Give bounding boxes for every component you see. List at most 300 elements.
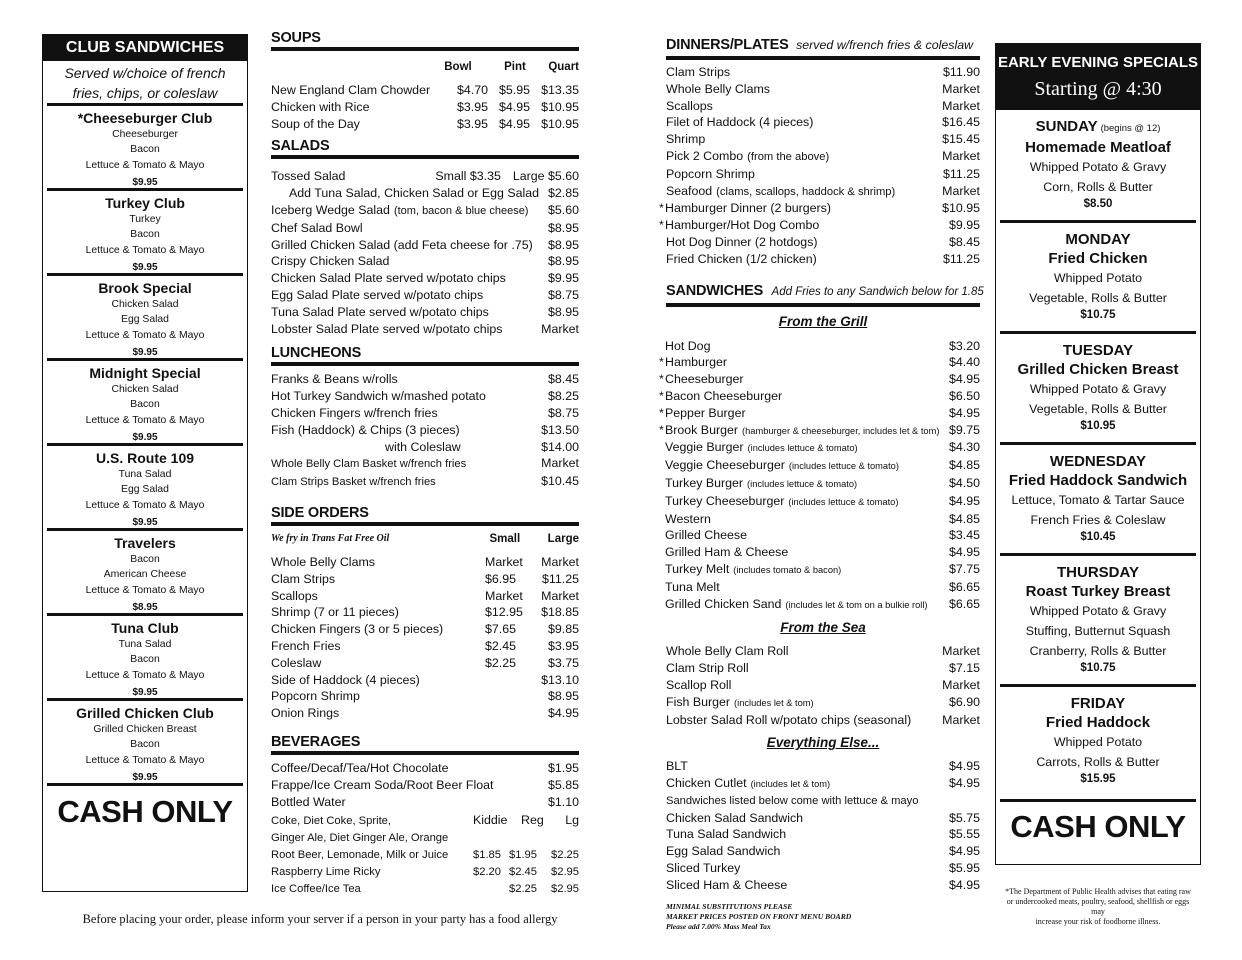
else-row	[666, 826, 980, 843]
item-name: Scallop Roll	[666, 677, 732, 692]
beverage-row	[271, 760, 579, 777]
beverages-title: BEVERAGES	[271, 733, 361, 750]
item-note: (includes lettuce & tomato)	[788, 496, 899, 507]
special-price: $15.95	[1080, 773, 1116, 785]
dinners-subtitle: served w/french fries & coleslaw	[796, 38, 974, 52]
club-item-line: Lettuce & Tomato & Mayo	[85, 159, 205, 171]
item-text	[666, 826, 949, 843]
sandwiches-heading	[666, 282, 984, 300]
item-text	[666, 493, 949, 511]
item-text	[666, 758, 949, 775]
item-name: Shrimp	[666, 132, 706, 147]
item-text	[659, 422, 949, 440]
side-row	[271, 672, 579, 689]
allergy-notice: Before placing your order, please inform your server if a person in your party has a food allergy	[82, 912, 558, 926]
sides-header	[271, 528, 579, 550]
item-text	[271, 304, 548, 321]
item-name: Brook Burger	[665, 422, 739, 437]
item-price: $4.30	[948, 440, 980, 455]
item-price: $11.25	[943, 251, 980, 266]
item-name: Turkey Cheeseburger	[665, 493, 785, 508]
special-day-name: FRIDAY	[1070, 695, 1126, 712]
special-day-name: WEDNESDAY	[1049, 453, 1147, 470]
special-line: Vegetable, Rolls & Butter	[1029, 402, 1167, 416]
item-text	[271, 474, 541, 491]
item-text	[666, 251, 943, 268]
club-item-line: Lettuce & Tomato & Mayo	[85, 754, 205, 766]
item-text	[666, 775, 949, 793]
item-name: Egg Salad Sandwich	[666, 844, 781, 859]
else-row	[666, 810, 980, 827]
special-dish: Roast Turkey Breast	[1025, 583, 1171, 600]
side-name: Shrimp (7 or 11 pieces)	[271, 605, 399, 620]
item-name: Clam Strips	[666, 65, 731, 79]
item-text	[666, 511, 949, 528]
soup-row	[271, 116, 579, 133]
sides-header-small: Small	[489, 532, 521, 545]
side-row	[271, 604, 579, 621]
grill-row	[659, 371, 980, 388]
item-name: Veggie Cheeseburger	[665, 458, 785, 473]
club-item-price: $9.95	[132, 432, 158, 444]
item-price: $3.45	[948, 528, 980, 543]
item-text	[666, 694, 949, 712]
side-price-large: $18.85	[541, 605, 579, 620]
item-name: with Coleslaw	[385, 439, 461, 454]
club-item-line: Cheeseburger	[112, 129, 178, 140]
soda-name: Ginger Ale, Diet Ginger Ale, Orange	[271, 832, 449, 845]
item-price: Market	[541, 321, 579, 336]
tossed-salad-name: Tossed Salad	[271, 169, 346, 184]
item-name: Franks & Beans w/rolls	[271, 372, 398, 387]
item-name: Bacon Cheeseburger	[665, 388, 783, 403]
item-name: Egg Salad Plate served w/potato chips	[271, 287, 484, 302]
beverages-divider	[271, 751, 579, 755]
dinner-row	[666, 98, 980, 115]
side-price-large: Market	[541, 588, 579, 603]
special-day	[996, 695, 1200, 713]
item-price: $8.95	[547, 237, 579, 252]
special-dish: Fried Chicken	[1048, 250, 1148, 267]
club-item-name: Brook Special	[98, 280, 192, 296]
item-name: Fish (Haddock) & Chips (3 pieces)	[271, 422, 460, 437]
soda-price-reg: $2.45	[509, 866, 537, 879]
footnote-meal-tax: Please add 7.00% Mass Meal Tax	[666, 921, 771, 931]
item-name: Turkey Burger	[665, 475, 744, 490]
soda-price-lg: $2.95	[551, 883, 579, 896]
special-line: Vegetable, Rolls & Butter	[1029, 291, 1167, 305]
side-name: Onion Rings	[271, 706, 340, 721]
item-text	[271, 220, 548, 237]
side-price-large: $9.85	[547, 622, 579, 637]
item-note: (includes lettuce & tomato)	[788, 461, 899, 472]
club-subtitle-line-2: fries, chips, or coleslaw	[72, 85, 218, 101]
item-name: Hamburger/Hot Dog Combo	[665, 218, 820, 233]
soups-header-bowl: Bowl	[444, 61, 472, 73]
item-name: Lobster Salad Roll w/potato chips (seasonal)	[666, 712, 912, 727]
side-row	[271, 588, 579, 605]
item-name: Cheeseburger	[665, 372, 744, 387]
grill-row	[666, 544, 980, 561]
item-price: $4.40	[948, 355, 980, 370]
specials-panel	[995, 43, 1201, 865]
item-price: $4.85	[948, 458, 980, 473]
item-price: $7.75	[948, 561, 980, 576]
grill-row	[666, 511, 980, 528]
soups-list	[271, 82, 579, 132]
dinner-row	[666, 251, 980, 268]
grill-row	[666, 457, 980, 475]
item-name: Western	[665, 511, 711, 526]
tossed-salad-row	[271, 168, 579, 185]
side-name: Whole Belly Clams	[271, 554, 375, 569]
side-price-small: Market	[485, 554, 523, 569]
item-price: $4.95	[948, 877, 980, 892]
specials-list	[996, 110, 1200, 795]
luncheon-row	[271, 405, 579, 422]
item-price: Market	[942, 677, 980, 692]
item-price: $8.95	[547, 304, 579, 319]
luncheon-row	[271, 473, 579, 491]
side-row	[271, 554, 579, 571]
item-name: Turkey Melt	[665, 561, 730, 576]
special-monday	[996, 223, 1200, 331]
grill-subtitle: From the Grill	[778, 313, 868, 329]
specials-header	[996, 44, 1200, 110]
item-text	[666, 114, 942, 131]
soda-header-reg: Reg	[521, 813, 544, 828]
item-name: Fish Burger	[666, 694, 731, 709]
side-row	[271, 638, 579, 655]
item-price: $8.45	[547, 372, 579, 387]
dinner-row	[659, 200, 980, 217]
club-item-name: Midnight Special	[89, 365, 201, 381]
item-text	[271, 237, 548, 254]
sea-row	[666, 694, 980, 712]
side-price-large: $8.95	[547, 689, 579, 704]
salads-divider	[271, 155, 579, 159]
sea-row	[666, 660, 980, 677]
item-text	[666, 643, 942, 660]
soup-price-pint: $5.95	[499, 83, 531, 97]
luncheons-divider	[271, 362, 579, 366]
special-price: $10.75	[1080, 662, 1116, 674]
item-text	[271, 777, 548, 794]
side-row	[271, 688, 579, 705]
side-name: Popcorn Shrimp	[271, 689, 360, 704]
item-price: Market	[942, 148, 980, 163]
side-name: Clam Strips	[271, 571, 336, 586]
item-note: (hamburger & cheeseburger, includes let & tom)	[742, 425, 940, 436]
club-subtitle-line-1: Served w/choice of french	[64, 65, 226, 81]
item-text	[666, 810, 949, 827]
soda-price-kiddie: $2.20	[473, 866, 501, 879]
club-item-line: Egg Salad	[121, 484, 169, 496]
side-name: Side of Haddock (4 pieces)	[271, 672, 420, 687]
club-item-name: Travelers	[114, 535, 176, 551]
sides-title: SIDE ORDERS	[271, 504, 369, 521]
salad-row	[271, 270, 579, 287]
soup-price-bowl: $3.95	[457, 116, 489, 131]
club-item-price: $9.95	[132, 687, 158, 699]
sandwiches-subtitle: Add Fries to any Sandwich below for 1.85	[771, 285, 984, 298]
sea-row	[666, 643, 980, 660]
club-item-line: Chicken Salad	[111, 299, 179, 310]
item-name: Tuna Salad Sandwich	[666, 827, 787, 842]
special-line: Cranberry, Rolls & Butter	[1029, 644, 1167, 658]
club-item	[43, 106, 247, 188]
side-price-large: Market	[541, 554, 579, 569]
salad-row	[271, 287, 579, 304]
soups-title: SOUPS	[271, 30, 321, 46]
side-price-large: $11.25	[542, 571, 579, 586]
luncheon-row	[271, 455, 579, 473]
else-subtitle: Everything Else...	[766, 735, 880, 751]
soups-header	[271, 57, 579, 77]
item-note: (clams, scallops, haddock & shrimp)	[716, 185, 896, 198]
item-name: Iceberg Wedge Salad	[271, 202, 390, 217]
side-price-small: $2.45	[485, 638, 517, 653]
soda-price-lg: $2.95	[551, 866, 579, 879]
soda-header-kiddie: Kiddie	[473, 813, 508, 828]
soda-name: Raspberry Lime Ricky	[271, 866, 381, 879]
health-notice-line-1: *The Department of Public Health advises that eating raw	[1005, 887, 1191, 896]
item-price: $8.75	[547, 405, 579, 420]
item-name: Veggie Burger	[665, 440, 744, 455]
item-star: *	[659, 422, 664, 437]
club-item-line: Lettuce & Tomato & Mayo	[85, 414, 205, 426]
item-name: Chef Salad Bowl	[271, 220, 363, 235]
item-text	[659, 388, 949, 405]
item-name: Chicken Salad Sandwich	[666, 810, 804, 825]
grill-row	[666, 527, 980, 544]
item-name: Grilled Ham & Cheese	[665, 545, 789, 560]
club-item	[43, 701, 247, 783]
item-price: $13.50	[541, 422, 579, 437]
item-text	[666, 712, 942, 729]
special-dish: Fried Haddock	[1045, 714, 1151, 731]
club-item-line: Turkey	[129, 214, 161, 225]
item-name: Seafood	[666, 183, 713, 198]
item-text	[271, 422, 541, 439]
item-name: Sliced Ham & Cheese	[666, 877, 788, 892]
item-text	[666, 439, 949, 457]
soup-price-bowl: $4.70	[457, 83, 489, 97]
item-note: (includes lettuce & tomato)	[747, 478, 858, 489]
soups-header-pint: Pint	[504, 61, 526, 73]
club-title: CLUB SANDWICHES	[43, 35, 247, 61]
soda-price-reg: $2.25	[509, 883, 537, 896]
soup-row	[271, 99, 579, 116]
item-name: Grilled Chicken Sand	[665, 596, 782, 611]
club-item-line: Lettuce & Tomato & Mayo	[85, 329, 205, 341]
soda-header-lg: Lg	[565, 813, 579, 828]
soda-row	[271, 847, 579, 864]
item-star: *	[659, 218, 664, 233]
special-day	[996, 564, 1200, 582]
item-price: $10.45	[541, 474, 579, 489]
item-price: $10.95	[942, 201, 980, 216]
club-item-name: *Cheeseburger Club	[77, 110, 213, 126]
soda-price-reg: $1.95	[509, 849, 537, 862]
club-item	[43, 276, 247, 358]
item-star: *	[659, 372, 664, 387]
special-dish: Fried Haddock Sandwich	[1008, 472, 1188, 489]
item-name: Coffee/Decaf/Tea/Hot Chocolate	[271, 760, 449, 775]
sea-subtitle: From the Sea	[780, 620, 866, 636]
item-text	[666, 660, 949, 677]
club-item-price: $9.95	[132, 177, 158, 189]
item-name: Hamburger	[665, 355, 727, 370]
item-price: $7.15	[948, 661, 980, 676]
grill-row	[666, 475, 980, 493]
luncheon-row	[271, 388, 579, 405]
soup-price-pint: $4.95	[499, 116, 531, 131]
special-line: Stuffing, Butternut Squash	[1025, 624, 1171, 638]
item-price: $8.75	[547, 287, 579, 302]
item-price: Market	[942, 712, 980, 727]
item-price: Market	[942, 644, 980, 659]
else-row	[666, 843, 980, 860]
item-price: Market	[942, 81, 980, 96]
soda-name: Ice Coffee/Ice Tea	[271, 883, 361, 896]
item-name: Crispy Chicken Salad	[271, 254, 390, 269]
item-text	[659, 354, 949, 371]
soup-name: New England Clam Chowder	[271, 83, 431, 97]
soda-name: Coke, Diet Coke, Sprite,	[271, 815, 392, 828]
grill-list	[659, 338, 980, 614]
item-note: (includes lettuce & tomato)	[747, 443, 858, 454]
item-name: Pepper Burger	[665, 405, 746, 420]
soup-name: Soup of the Day	[271, 116, 360, 131]
soda-row	[271, 864, 579, 881]
special-price: $10.75	[1080, 309, 1116, 321]
special-day	[996, 231, 1200, 249]
soda-name: Root Beer, Lemonade, Milk or Juice	[271, 849, 449, 862]
item-text	[666, 579, 949, 596]
dinner-row	[666, 148, 980, 166]
dinner-row	[666, 81, 980, 98]
club-item	[43, 446, 247, 528]
side-name: Chicken Fingers (3 or 5 pieces)	[271, 622, 444, 637]
club-item-line: Egg Salad	[121, 314, 169, 326]
club-item-name: Grilled Chicken Club	[76, 705, 214, 721]
item-price: $4.95	[948, 759, 980, 774]
item-note: (includes let & tom)	[750, 779, 831, 790]
grill-row	[666, 596, 980, 614]
special-thursday	[996, 556, 1200, 684]
special-line: Whipped Potato & Gravy	[1029, 382, 1167, 396]
beverages-list	[271, 760, 579, 810]
dinners-divider	[666, 56, 980, 60]
else-row	[666, 860, 980, 877]
item-text	[666, 64, 943, 81]
item-price: $4.95	[948, 372, 980, 387]
dinners-list	[659, 64, 980, 268]
dinners-title: DINNERS/PLATES	[666, 37, 789, 53]
special-line: Whipped Potato	[1053, 735, 1143, 749]
item-text	[271, 371, 548, 388]
item-name: BLT	[666, 759, 688, 774]
side-price-large: $3.75	[547, 655, 579, 670]
item-price: $4.50	[948, 475, 980, 490]
item-price: Market	[541, 456, 579, 471]
special-line: Whipped Potato & Gravy	[1029, 604, 1167, 618]
special-day-note: (begins @ 12)	[1100, 123, 1161, 134]
item-text	[666, 148, 942, 166]
item-note: (includes let & tom on a bulkie roll)	[785, 599, 928, 610]
item-price: Market	[942, 98, 980, 113]
item-text	[666, 457, 949, 475]
item-text	[659, 371, 949, 388]
special-day	[996, 453, 1200, 471]
item-text	[666, 561, 949, 579]
side-row	[271, 655, 579, 672]
side-price-small: $7.65	[485, 622, 517, 637]
item-price: $5.85	[547, 777, 579, 792]
club-cash-only: CASH ONLY	[57, 794, 233, 829]
item-name: Tuna Melt	[665, 579, 720, 594]
item-text	[666, 183, 942, 201]
special-dish: Homemade Meatloaf	[1025, 139, 1171, 156]
footnote-substitutions: MINIMAL SUBSTITUTIONS PLEASE	[666, 901, 793, 911]
item-name: Whole Belly Clam Basket w/french fries	[271, 458, 467, 471]
item-price: $5.60	[547, 202, 579, 217]
item-text	[271, 760, 548, 777]
sides-list	[271, 554, 579, 722]
item-price: $6.90	[948, 694, 980, 709]
salad-row	[271, 237, 579, 254]
specials-title: EARLY EVENING SPECIALS	[997, 54, 1199, 71]
luncheon-row	[271, 439, 579, 456]
grill-row	[666, 439, 980, 457]
item-price: $11.90	[943, 65, 980, 79]
club-item-price: $9.95	[132, 262, 158, 274]
specials-starting: Starting @ 4:30	[1034, 78, 1162, 100]
item-price: $9.95	[948, 218, 980, 233]
soup-name: Chicken with Rice	[271, 99, 370, 114]
item-text	[271, 439, 541, 456]
club-item-line: American Cheese	[103, 569, 187, 581]
item-text	[659, 405, 949, 422]
item-text	[271, 321, 541, 338]
item-price: $16.45	[942, 115, 980, 130]
item-price: $4.95	[948, 776, 980, 791]
club-sandwiches-panel	[42, 34, 248, 892]
item-name: Bottled Water	[271, 794, 346, 809]
soup-price-quart: $10.95	[541, 116, 579, 131]
special-price: $8.50	[1083, 198, 1113, 210]
club-item-price: $9.95	[132, 347, 158, 359]
club-list	[43, 103, 247, 783]
special-friday	[996, 687, 1200, 795]
item-name: Scallops	[666, 98, 713, 113]
item-name: Pick 2 Combo	[666, 148, 744, 163]
side-price-large: $4.95	[547, 706, 579, 721]
club-item-price: $9.95	[132, 772, 158, 784]
right-menu-column	[659, 36, 984, 932]
sides-header-cols	[480, 528, 579, 550]
soup-price-quart: $13.35	[541, 83, 579, 97]
grill-row	[659, 422, 980, 440]
item-name: Fried Chicken (1/2 chicken)	[666, 251, 817, 266]
side-row	[271, 571, 579, 588]
sea-list	[666, 643, 980, 728]
item-name: Grilled Chicken Salad (add Feta cheese for .75)	[271, 237, 533, 252]
side-price-small: $2.25	[485, 655, 517, 670]
item-text	[666, 544, 949, 561]
item-text	[666, 860, 949, 877]
